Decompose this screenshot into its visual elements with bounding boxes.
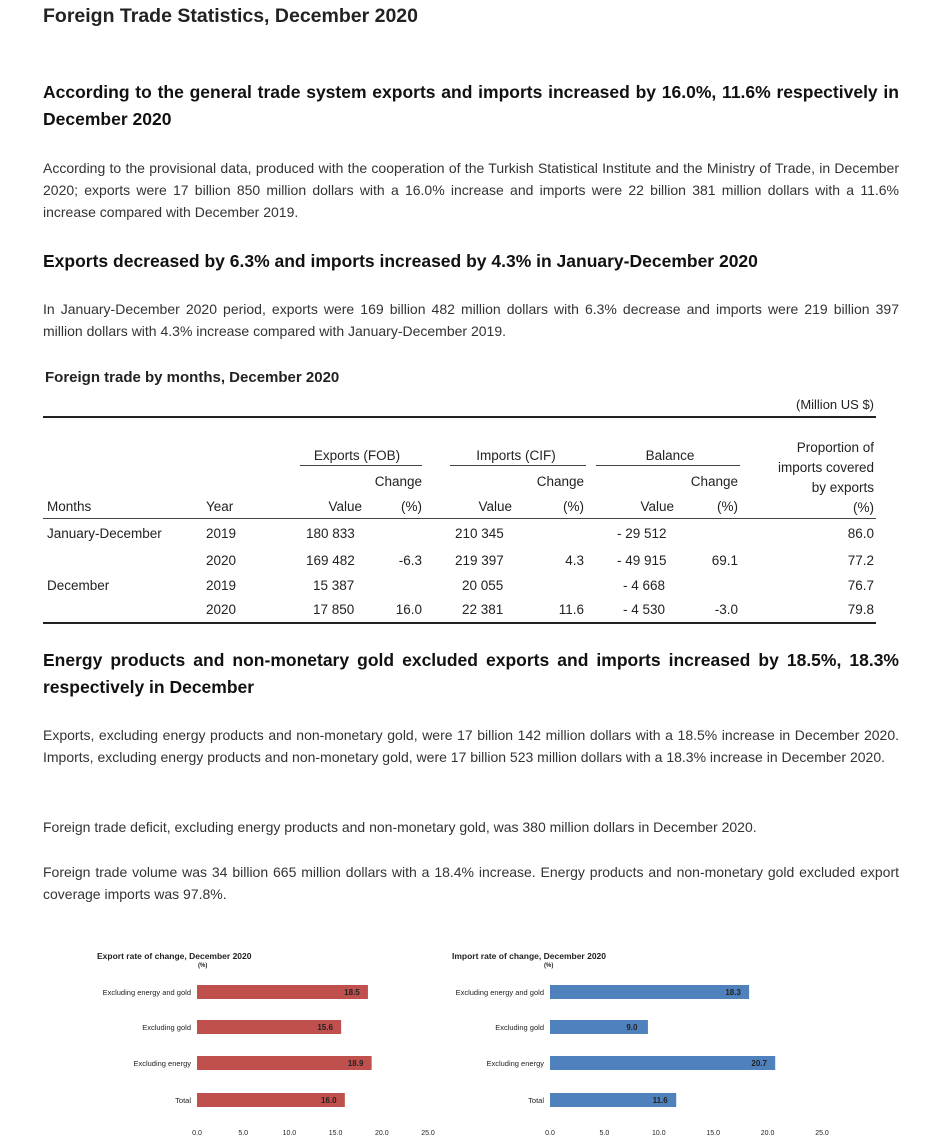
cell-balance-value: - 4 530 [623, 602, 666, 617]
section3-paragraph1: Exports, excluding energy products and non-monetary gold, were 17 billion 142 million dollars with a 18.5% increase in December 2020. Imports, excluding energy products and non-monetary gold, were 17 billion 523 million dollars with a 18.3% increase in December 2020. [43, 727, 899, 765]
section3-paragraph3: Foreign trade volume was 34 billion 665 million dollars with a 18.4% increase. Energy products and non-monetary gold excluded export coverage imports was 97.8%. [43, 864, 899, 902]
cell-month: December [47, 578, 110, 593]
category-label: Excluding energy [486, 1059, 544, 1068]
imports-underline [450, 465, 586, 466]
bar-value-label: 18.9 [347, 1059, 364, 1068]
x-tick-label: 5.0 [238, 1130, 249, 1137]
table-bottom-rule [43, 622, 876, 624]
cell-year: 2019 [206, 578, 237, 593]
bar [197, 1056, 372, 1070]
section1-paragraph: According to the provisional data, produced with the cooperation of the Turkish Statistical Institute and the Ministry of Trade, in December 2020; exports were 17 billion 850 million dollars with a 16.0% increase and imports were 22 billion 381 million dollars with a 11.6% increase compared with December 2019. [43, 160, 899, 220]
category-label: Excluding gold [142, 1023, 191, 1032]
cell-exports-change: 16.0 [395, 602, 422, 617]
cell-month: January-December [47, 526, 162, 541]
x-tick-label: 5.0 [599, 1130, 610, 1137]
bar [550, 1056, 775, 1070]
cell-proportion: 76.7 [847, 578, 874, 593]
bar-value-label: 11.6 [652, 1096, 668, 1105]
category-label: Excluding gold [495, 1023, 544, 1032]
cell-year: 2020 [206, 602, 237, 617]
header-exports-change: Change [374, 474, 422, 489]
x-tick-label: 15.0 [706, 1130, 721, 1137]
bar-value-label: 18.5 [344, 988, 360, 997]
header-months: Months [47, 499, 92, 514]
cell-exports-value: 15 387 [313, 578, 355, 593]
x-tick-label: 0.0 [545, 1130, 555, 1137]
header-year: Year [206, 499, 234, 514]
chart-subtitle: (%) [198, 963, 208, 969]
cell-imports-value: 20 055 [462, 578, 504, 593]
cell-imports-value: 210 345 [455, 526, 504, 541]
bar-value-label: 9.0 [626, 1023, 638, 1032]
category-label: Excluding energy and gold [102, 988, 191, 997]
x-tick-label: 25.0 [421, 1130, 435, 1137]
export-chart-svg [80, 945, 460, 1143]
import-change-chart [436, 945, 856, 1143]
x-tick-label: 20.0 [760, 1130, 775, 1137]
x-tick-label: 20.0 [374, 1130, 389, 1137]
header-balance-change: Change [690, 474, 738, 489]
exports-underline [300, 465, 422, 466]
chart-title: Export rate of change, December 2020 [97, 951, 252, 961]
header-exports-pct: (%) [401, 499, 422, 514]
header-balance: Balance [645, 448, 695, 463]
header-proportion-l3: by exports [811, 480, 874, 495]
section3-heading: Energy products and non-monetary gold excluded exports and imports increased by 18.5%, 18.3% respectively in December [43, 650, 899, 697]
section2-heading: Exports decreased by 6.3% and imports increased by 4.3% in January-December 2020 [43, 251, 758, 271]
cell-balance-value: - 4 668 [623, 578, 666, 593]
header-imports-change: Change [536, 474, 584, 489]
header-imports-pct: (%) [563, 499, 584, 514]
x-tick-label: 15.0 [328, 1130, 343, 1137]
balance-underline [596, 465, 740, 466]
chart-title: Import rate of change, December 2020 [452, 951, 607, 961]
chart-subtitle: (%) [544, 963, 554, 969]
bar-value-label: 18.3 [725, 988, 741, 997]
header-exports: Exports (FOB) [313, 448, 401, 463]
x-tick-label: 10.0 [651, 1130, 666, 1137]
cell-year: 2019 [206, 526, 237, 541]
cell-exports-value: 17 850 [313, 602, 355, 617]
x-tick-label: 25.0 [815, 1130, 829, 1137]
header-bottom-rule [43, 518, 876, 519]
header-imports-value: Value [478, 499, 512, 514]
category-label: Excluding energy and gold [455, 988, 544, 997]
cell-proportion: 79.8 [847, 602, 874, 617]
header-balance-pct: (%) [717, 499, 738, 514]
cell-proportion: 77.2 [847, 553, 874, 568]
x-tick-label: 0.0 [192, 1130, 202, 1137]
cell-imports-value: 219 397 [455, 553, 504, 568]
header-proportion-l4: (%) [853, 500, 874, 515]
cell-year: 2020 [206, 553, 237, 568]
category-label: Total [175, 1096, 191, 1105]
cell-exports-value: 169 482 [306, 553, 355, 568]
cell-exports-change: -6.3 [398, 553, 422, 568]
section1-heading: According to the general trade system exports and imports increased by 16.0%, 11.6% respectively in December 2020 [43, 82, 899, 129]
header-proportion-l1: Proportion of [796, 440, 874, 455]
header-exports-value: Value [328, 499, 362, 514]
bar [197, 985, 368, 999]
section3-paragraph2: Foreign trade deficit, excluding energy products and non-monetary gold, was 380 million dollars in December 2020. [43, 819, 757, 835]
x-tick-label: 10.0 [282, 1130, 297, 1137]
bar-value-label: 15.6 [317, 1023, 333, 1032]
bar-value-label: 20.7 [751, 1059, 768, 1068]
category-label: Total [528, 1096, 544, 1105]
cell-balance-value: - 29 512 [617, 526, 667, 541]
cell-balance-value: - 49 915 [617, 553, 667, 568]
cell-balance-change: 69.1 [711, 553, 738, 568]
cell-balance-change: -3.0 [714, 602, 738, 617]
table-unit: (Million US $) [795, 397, 874, 412]
bar [550, 985, 749, 999]
cell-imports-change: 11.6 [558, 602, 584, 617]
cell-imports-value: 22 381 [462, 602, 504, 617]
section2-paragraph: In January-December 2020 period, exports were 169 billion 482 million dollars with 6.3% decrease and imports were 219 billion 397 million dollars with 4.3% increase compared with January-December 2019. [43, 301, 899, 339]
cell-exports-value: 180 833 [306, 526, 355, 541]
table-top-rule [43, 416, 876, 418]
bar-value-label: 16.0 [321, 1096, 337, 1105]
import-chart-svg [436, 945, 856, 1143]
export-change-chart [80, 945, 460, 1143]
header-balance-value: Value [640, 499, 674, 514]
cell-proportion: 86.0 [847, 526, 874, 541]
category-label: Excluding energy [133, 1059, 191, 1068]
header-proportion-l2: imports covered [777, 460, 874, 475]
table-title: Foreign trade by months, December 2020 [45, 369, 340, 386]
cell-imports-change: 4.3 [565, 553, 584, 568]
page-title: Foreign Trade Statistics, December 2020 [43, 5, 418, 27]
header-imports: Imports (CIF) [476, 448, 556, 463]
